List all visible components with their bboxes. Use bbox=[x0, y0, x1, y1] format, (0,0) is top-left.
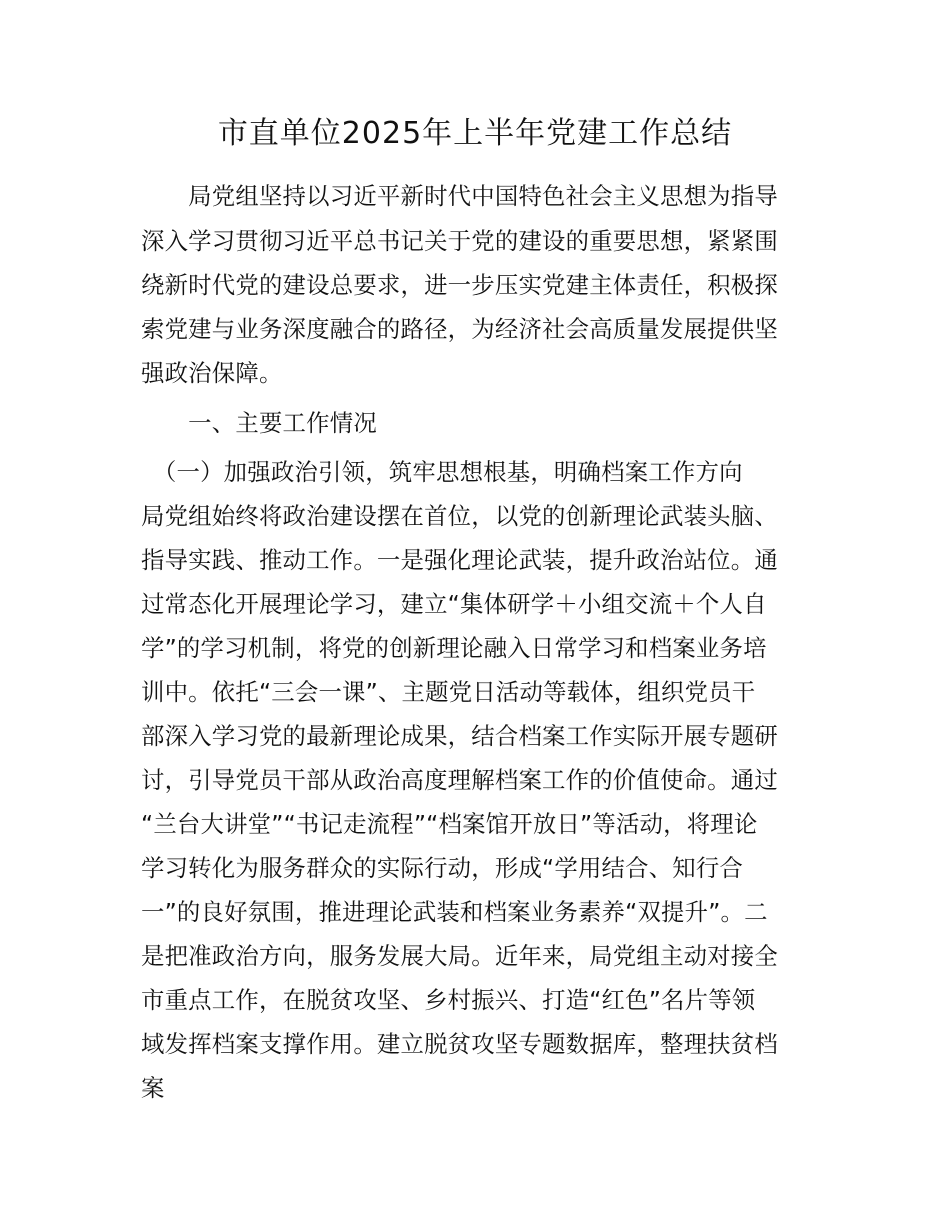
section-heading: 一、主要工作情况 bbox=[141, 409, 377, 437]
text-line: 强政治保障。 bbox=[141, 359, 283, 387]
text-line: 部深入学习党的最新理论成果，结合档案工作实际开展专题研 bbox=[141, 722, 778, 750]
text-line: 学”的学习机制，将党的创新理论融入日常学习和档案业务培 bbox=[141, 634, 767, 662]
text-line: 绕新时代党的建设总要求，进一步压实党建主体责任，积极探 bbox=[141, 271, 778, 299]
text-line: 是把准政治方向，服务发展大局。近年来，局党组主动对接全 bbox=[141, 942, 778, 970]
subsection-heading: （一）加强政治引领，筑牢思想根基，明确档案工作方向 bbox=[141, 458, 743, 486]
text-line: 索党建与业务深度融合的路径，为经济社会高质量发展提供坚 bbox=[141, 315, 778, 343]
text-line: 训中。依托“三会一课”、主题党日活动等载体，组织党员干 bbox=[141, 678, 756, 706]
text-line: 域发挥档案支撑作用。建立脱贫攻坚专题数据库，整理扶贫档 bbox=[141, 1030, 778, 1058]
document-title: 市直单位2025年上半年党建工作总结 bbox=[217, 116, 733, 151]
text-line: 学习转化为服务群众的实际行动，形成“学用结合、知行合 bbox=[141, 854, 744, 882]
text-line: 一”的良好氛围，推进理论武装和档案业务素养“双提升”。二 bbox=[141, 898, 768, 926]
text-line: 局党组坚持以习近平新时代中国特色社会主义思想为指导 bbox=[141, 182, 778, 210]
text-line: 过常态化开展理论学习，建立“集体研学＋小组交流＋个人自 bbox=[141, 590, 767, 618]
text-line: 市重点工作，在脱贫攻坚、乡村振兴、打造“红色”名片等领 bbox=[141, 986, 756, 1014]
text-line: “兰台大讲堂”“书记走流程”“档案馆开放日”等活动，将理论 bbox=[141, 810, 758, 838]
text-line: 指导实践、推动工作。一是强化理论武装，提升政治站位。通 bbox=[141, 546, 778, 574]
text-line: 深入学习贯彻习近平总书记关于党的建设的重要思想，紧紧围 bbox=[141, 227, 778, 255]
text-line: 讨，引导党员干部从政治高度理解档案工作的价值使命。通过 bbox=[141, 766, 778, 794]
text-line: 案 bbox=[141, 1074, 165, 1102]
text-line: 局党组始终将政治建设摆在首位，以党的创新理论武装头脑、 bbox=[141, 502, 778, 530]
